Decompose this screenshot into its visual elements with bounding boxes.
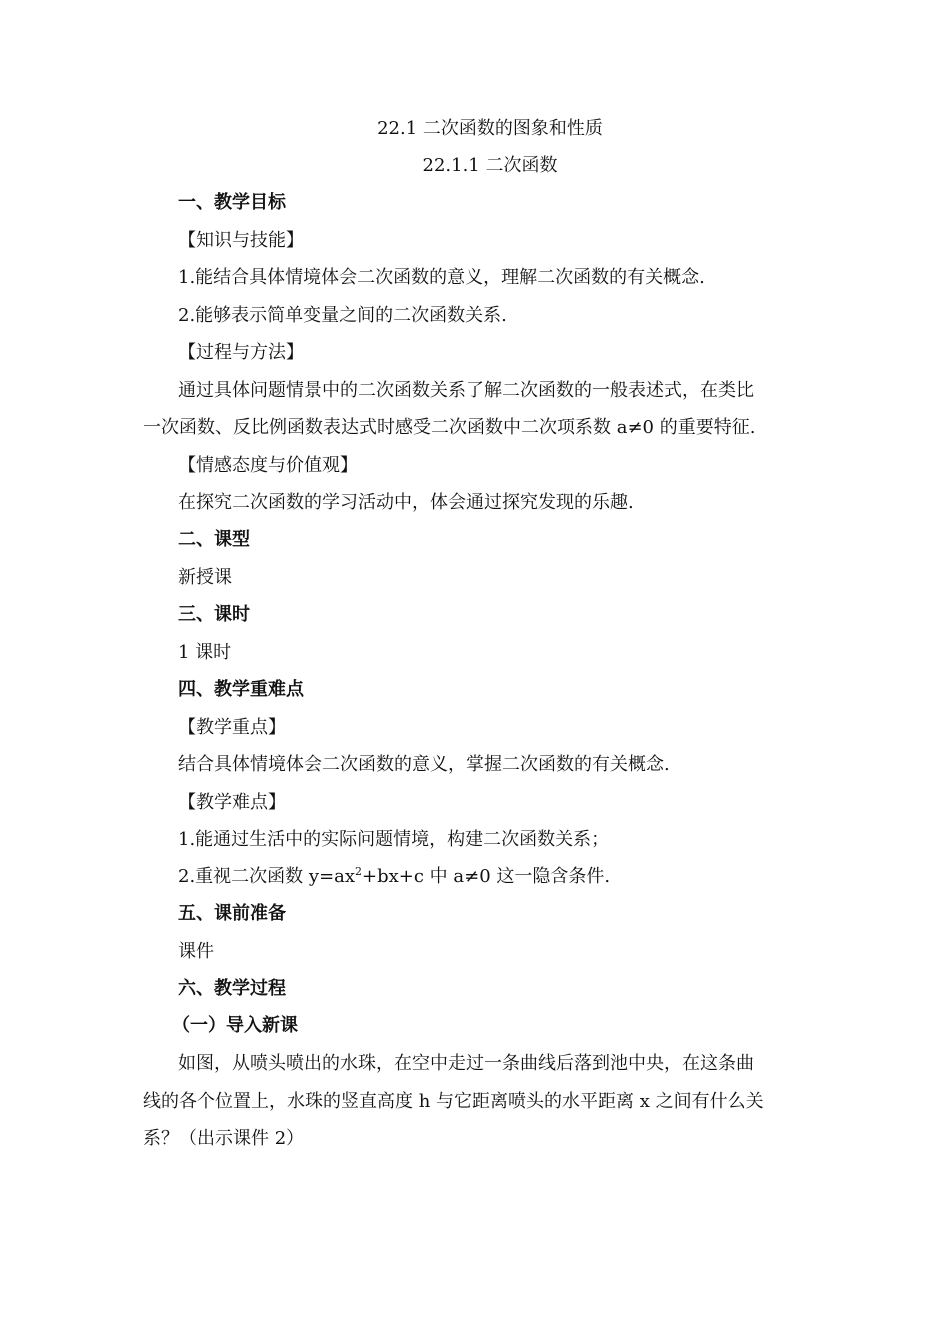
section-heading-periods: 三、课时: [178, 604, 250, 625]
formula-text-part: +bx+c 中 a≠0 这一隐含条件.: [362, 866, 611, 887]
paragraph-line: 在探究二次函数的学习活动中，体会通过探究发现的乐趣.: [178, 492, 634, 513]
label-process-method: 【过程与方法】: [178, 342, 304, 363]
key-point-text: 结合具体情境体会二次函数的意义，掌握二次函数的有关概念.: [178, 754, 670, 775]
paragraph-line: 系？（出示课件 2）: [143, 1128, 305, 1149]
paragraph-line: 如图，从喷头喷出的水珠，在空中走过一条曲线后落到池中央，在这条曲: [178, 1053, 754, 1074]
objective-item-2: 2.能够表示简单变量之间的二次函数关系.: [178, 305, 507, 326]
section-heading-lesson-type: 二、课型: [178, 529, 250, 550]
lesson-type-text: 新授课: [178, 567, 232, 588]
label-difficulty: 【教学难点】: [178, 792, 286, 813]
section-heading-process: 六、教学过程: [178, 978, 286, 999]
periods-text: 1 课时: [178, 642, 232, 663]
section-heading-preparation: 五、课前准备: [178, 903, 286, 924]
section-heading-objectives: 一、教学目标: [178, 192, 286, 213]
label-key-point: 【教学重点】: [178, 717, 286, 738]
difficulty-item-2: [178, 864, 610, 890]
paragraph-line: 通过具体问题情景中的二次函数关系了解二次函数的一般表述式，在类比: [178, 380, 754, 401]
formula-exponent: 2: [355, 865, 363, 878]
page-subtitle: 22.1.1 二次函数: [422, 155, 558, 176]
objective-item-1: 1.能结合具体情境体会二次函数的意义，理解二次函数的有关概念.: [178, 267, 705, 288]
label-emotion-values: 【情感态度与价值观】: [178, 455, 358, 476]
label-knowledge-skills: 【知识与技能】: [178, 230, 304, 251]
formula-text-part: 2.重视二次函数 y=ax: [178, 866, 356, 887]
difficulty-item-1: 1.能通过生活中的实际问题情境，构建二次函数关系；: [178, 829, 610, 850]
section-heading-key-points: 四、教学重难点: [178, 679, 304, 700]
paragraph-line: 线的各个位置上，水珠的竖直高度 h 与它距离喷头的水平距离 x 之间有什么关: [143, 1091, 764, 1112]
preparation-text: 课件: [178, 941, 214, 962]
subsection-heading-intro: （一）导入新课: [172, 1015, 298, 1036]
paragraph-line: 一次函数、反比例函数表达式时感受二次函数中二次项系数 a≠0 的重要特征.: [143, 417, 756, 438]
page-title: 22.1 二次函数的图象和性质: [377, 118, 603, 139]
